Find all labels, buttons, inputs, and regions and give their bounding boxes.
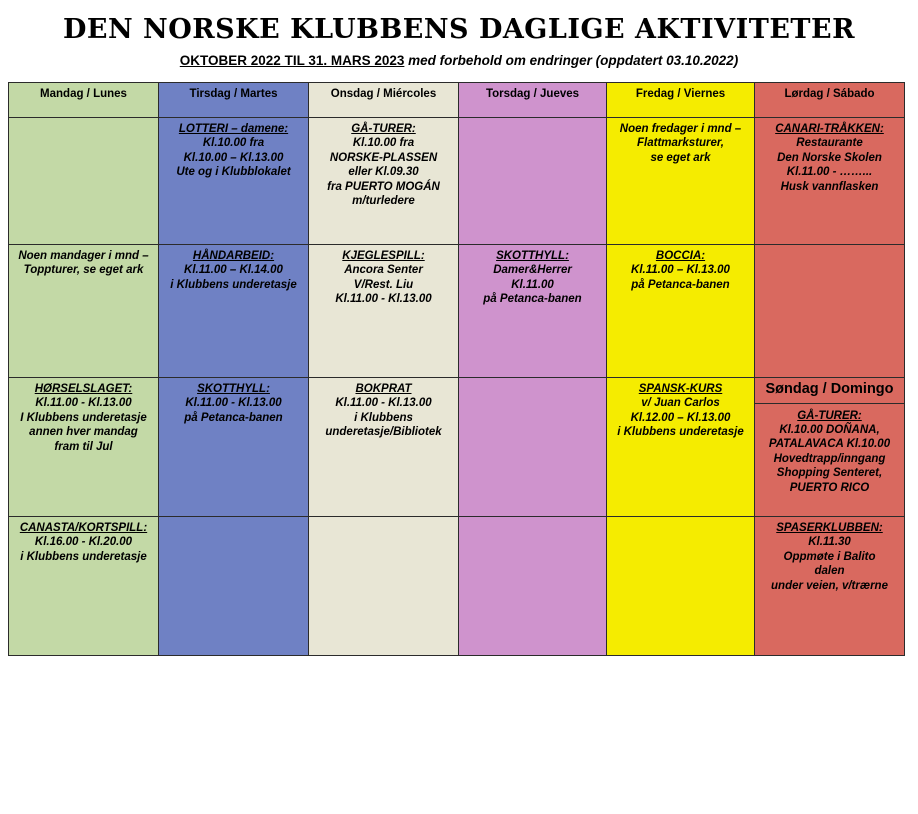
activity-detail: Kl.11.00 - Kl.13.00 xyxy=(335,397,432,410)
activity-detail: Restaurante xyxy=(796,137,863,150)
cell-friday-row3 xyxy=(607,378,755,517)
cell-text xyxy=(610,382,751,440)
cell-text xyxy=(12,521,155,564)
activity-detail: Kl.10.00 DOÑANA, xyxy=(779,424,880,437)
activity-calendar-page xyxy=(0,14,918,814)
column-header-friday: Fredag / Viernes xyxy=(607,83,755,118)
cell-wednesday-row1 xyxy=(309,118,459,245)
cell-sunday-row3 xyxy=(755,378,905,517)
activity-detail: PUERTO RICO xyxy=(789,481,870,494)
activity-detail: V/Rest. Liu xyxy=(353,278,414,291)
cell-text xyxy=(758,409,901,495)
cell-saturday-row1 xyxy=(755,118,905,245)
cell-text xyxy=(312,382,455,440)
activity-title: Noen mandager i mnd – xyxy=(18,250,149,262)
activity-title: CANARI-TRÅKKEN: xyxy=(775,123,884,135)
activity-detail: m/turledere xyxy=(352,194,415,207)
page-subtitle xyxy=(0,53,918,68)
cell-thursday-row2 xyxy=(459,245,607,378)
activity-detail: under veien, v/trærne xyxy=(771,579,888,592)
activity-detail: Kl.11.00 – Kl.14.00 xyxy=(184,264,283,277)
cell-tuesday-row1 xyxy=(159,118,309,245)
activity-detail: Kl.11.00 - Kl.13.00 xyxy=(185,397,282,410)
activity-detail: Den Norske Skolen xyxy=(777,151,882,164)
activity-detail: NORSKE-PLASSEN xyxy=(329,151,438,164)
cell-wednesday-row2 xyxy=(309,245,459,378)
activity-detail: i Klubbens underetasje xyxy=(20,550,147,563)
cell-text xyxy=(12,249,155,278)
activity-detail: dalen xyxy=(814,565,845,578)
activity-detail: I Klubbens underetasje xyxy=(20,411,147,424)
subtitle-note: med forbehold om endringer (oppdatert 03.10.2022) xyxy=(404,53,739,68)
cell-tuesday-row2 xyxy=(159,245,309,378)
activity-detail: Kl.16.00 - Kl.20.00 xyxy=(34,536,133,549)
activity-title: SKOTTHYLL: xyxy=(496,250,569,262)
activity-title: SKOTTHYLL: xyxy=(197,383,270,395)
activity-title: BOCCIA: xyxy=(655,250,706,262)
subtitle-date-range: OKTOBER 2022 TIL 31. MARS 2023 xyxy=(179,53,405,68)
cell-thursday-row4 xyxy=(459,517,607,656)
cell-wednesday-row3 xyxy=(309,378,459,517)
activity-title: GÅ-TURER: xyxy=(351,123,416,135)
activity-title: Noen fredager i mnd – xyxy=(619,123,742,135)
activity-detail: Kl.11.00 xyxy=(511,278,554,291)
table-row xyxy=(9,517,905,656)
column-header-tuesday: Tirsdag / Martes xyxy=(159,83,309,118)
cell-friday-row4 xyxy=(607,517,755,656)
activity-detail: fra PUERTO MOGÁN xyxy=(327,180,440,193)
activity-detail: Kl.11.00 - Kl.13.00 xyxy=(35,397,132,410)
cell-friday-row2 xyxy=(607,245,755,378)
cell-text xyxy=(162,382,305,425)
cell-sunday-row4 xyxy=(755,517,905,656)
cell-thursday-row1 xyxy=(459,118,607,245)
column-header-saturday: Lørdag / Sábado xyxy=(755,83,905,118)
table-row xyxy=(9,118,905,245)
activity-detail: i Klubbens xyxy=(354,411,413,424)
activity-detail: Husk vannflasken xyxy=(780,180,879,193)
activity-title: LOTTERI – damene: xyxy=(178,123,289,135)
table-header-row xyxy=(9,83,905,118)
column-header-thursday: Torsdag / Jueves xyxy=(459,83,607,118)
page-title: DEN NORSKE KLUBBENS DAGLIGE AKTIVITETER xyxy=(62,14,856,45)
activity-detail: annen hver mandag xyxy=(29,426,138,439)
activity-detail: Damer&Herrer xyxy=(493,264,572,277)
activity-detail: eller Kl.09.30 xyxy=(348,166,419,179)
activity-detail: Kl.10.00 fra xyxy=(202,137,265,150)
activity-detail: på Petanca-banen xyxy=(631,278,730,291)
activity-title: CANASTA/KORTSPILL: xyxy=(19,522,148,534)
activity-detail: Kl.10.00 – Kl.13.00 xyxy=(183,151,284,164)
cell-monday-row2 xyxy=(9,245,159,378)
activity-title: HÅNDARBEID: xyxy=(192,250,275,262)
activity-detail: se eget ark xyxy=(650,151,711,164)
activity-detail: Flattmarksturer, xyxy=(637,137,724,150)
cell-text xyxy=(610,122,751,165)
weekly-activity-table xyxy=(8,82,905,656)
cell-text xyxy=(12,382,155,454)
cell-monday-row3 xyxy=(9,378,159,517)
activity-title: HØRSELSLAGET: xyxy=(34,383,133,395)
cell-text xyxy=(162,249,305,292)
cell-monday-row4 xyxy=(9,517,159,656)
activity-detail: Hovedtrapp/inngang xyxy=(773,452,886,465)
activity-detail: Ute og i Klubblokalet xyxy=(176,166,291,179)
cell-text xyxy=(312,249,455,307)
activity-detail: Kl.10.00 fra xyxy=(352,137,415,150)
activity-detail: på Petanca-banen xyxy=(483,293,582,306)
cell-text xyxy=(312,122,455,208)
cell-text xyxy=(758,521,901,593)
column-header-wednesday: Onsdag / Miércoles xyxy=(309,83,459,118)
cell-text xyxy=(758,122,901,194)
activity-detail: Kl.11.00 - Kl.13.00 xyxy=(335,293,432,306)
activity-detail: Kl.11.00 – Kl.13.00 xyxy=(631,264,730,277)
activity-detail: Ancora Senter xyxy=(344,264,423,277)
column-header-monday: Mandag / Lunes xyxy=(9,83,159,118)
cell-saturday-row2 xyxy=(755,245,905,378)
activity-detail: Shopping Senteret, xyxy=(776,467,883,480)
activity-detail: PATALAVACA Kl.10.00 xyxy=(768,438,891,451)
activity-title: SPANSK-KURS xyxy=(638,383,723,395)
activity-detail: fram til Jul xyxy=(54,440,113,453)
activity-detail: på Petanca-banen xyxy=(184,411,283,424)
activity-detail: Toppturer, se eget ark xyxy=(23,264,144,277)
cell-friday-row1 xyxy=(607,118,755,245)
cell-text xyxy=(462,249,603,307)
cell-text xyxy=(610,249,751,292)
cell-tuesday-row4 xyxy=(159,517,309,656)
activity-title: GÅ-TURER: xyxy=(797,409,862,422)
cell-wednesday-row4 xyxy=(309,517,459,656)
activity-detail: underetasje/Bibliotek xyxy=(325,426,442,439)
cell-text xyxy=(162,122,305,180)
activity-detail: i Klubbens underetasje xyxy=(617,426,744,439)
table-row xyxy=(9,378,905,517)
activity-detail: Kl.11.00 - ……... xyxy=(786,166,873,179)
activity-title: BOKPRAT xyxy=(355,383,412,395)
cell-thursday-row3 xyxy=(459,378,607,517)
activity-detail: Kl.12.00 – Kl.13.00 xyxy=(630,411,731,424)
activity-title: SPASERKLUBBEN: xyxy=(776,522,883,534)
cell-tuesday-row3 xyxy=(159,378,309,517)
activity-detail: Kl.11.30 xyxy=(808,536,851,549)
column-header-sunday: Søndag / Domingo xyxy=(755,378,904,404)
activity-detail: v/ Juan Carlos xyxy=(641,397,720,410)
activity-title: KJEGLESPILL: xyxy=(342,250,425,262)
table-row xyxy=(9,245,905,378)
cell-monday-row1 xyxy=(9,118,159,245)
activity-detail: i Klubbens underetasje xyxy=(170,278,297,291)
activity-detail: Oppmøte i Balito xyxy=(783,550,876,563)
